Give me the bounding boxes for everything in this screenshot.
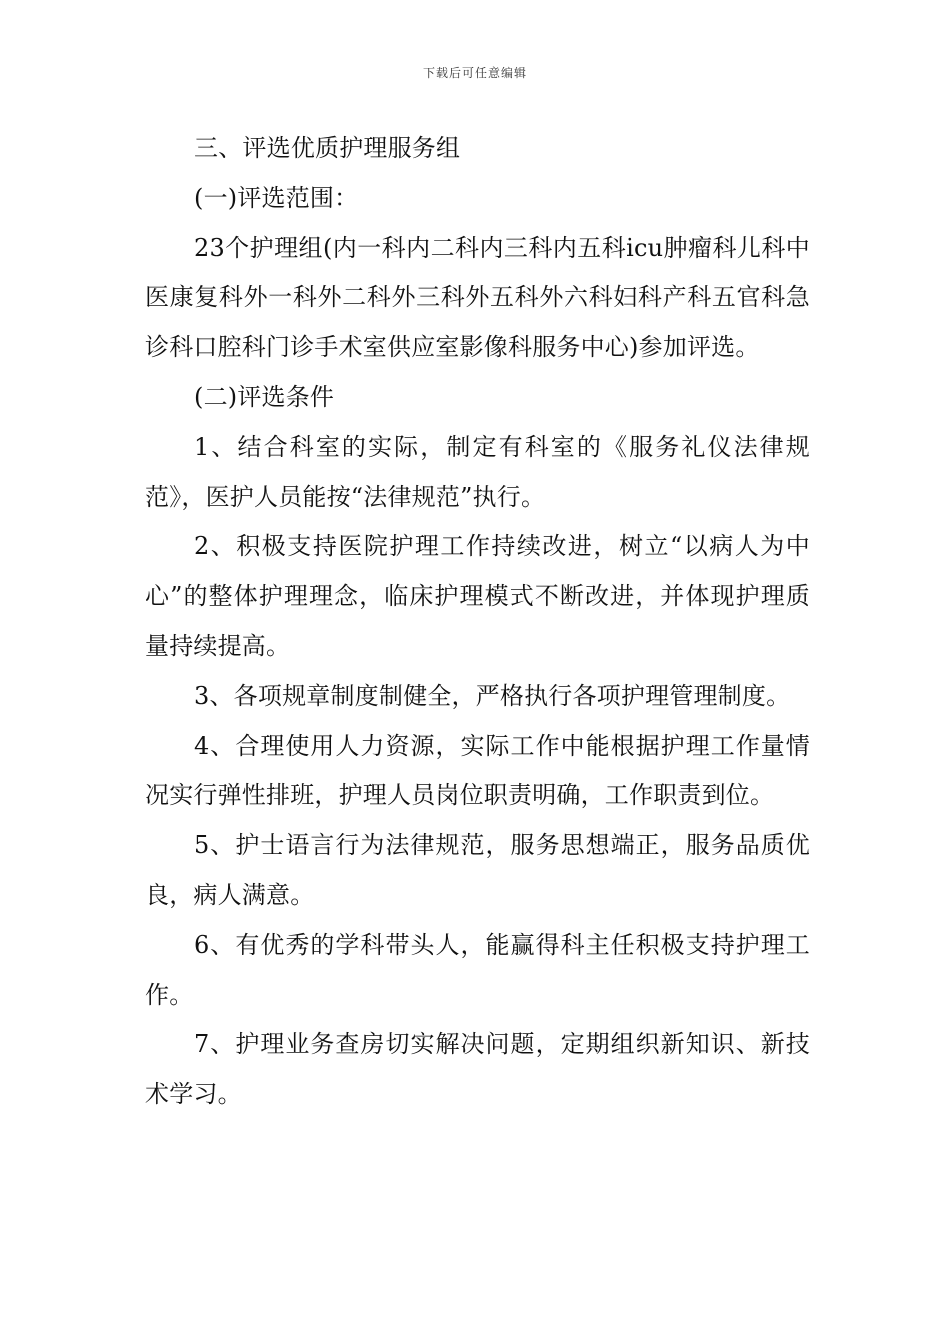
condition-item-2: 2、积极支持医院护理工作持续改进，树立“以病人为中心”的整体护理理念，临床护理模式不断改进，并体现护理质量持续提高。 bbox=[145, 532, 810, 660]
section-title: 三、评选优质护理服务组 bbox=[194, 134, 461, 162]
document-body bbox=[145, 124, 810, 1120]
scope-title: (一)评选范围： bbox=[194, 183, 359, 212]
condition-item-4: 4、合理使用人力资源，实际工作中能根据护理工作量情况实行弹性排班，护理人员岗位职责明确，工作职责到位。 bbox=[145, 731, 810, 810]
scope-paragraph: 23个护理组(内一科内二科内三科内五科icu肿瘤科儿科中医康复科外一科外二科外三科外五科外六科妇科产科五官科急诊科口腔科门诊手术室供应室影像科服务中心)参加评选。 bbox=[145, 233, 810, 362]
page-header-note: 下载后可任意编辑 bbox=[422, 66, 527, 80]
condition-item-5: 5、护士语言行为法律规范，服务思想端正，服务品质优良，病人满意。 bbox=[145, 831, 810, 909]
condition-item-7: 7、护理业务查房切实解决问题，定期组织新知识、新技术学习。 bbox=[145, 1030, 810, 1109]
condition-item-6: 6、有优秀的学科带头人，能赢得科主任积极支持护理工作。 bbox=[145, 930, 810, 1009]
conditions-title: (二)评选条件 bbox=[194, 382, 335, 411]
condition-item-3: 3、各项规章制度制健全，严格执行各项护理管理制度。 bbox=[194, 681, 791, 710]
condition-item-1: 1、结合科室的实际，制定有科室的《服务礼仪法律规范》，医护人员能按“法律规范”执行。 bbox=[145, 432, 810, 511]
